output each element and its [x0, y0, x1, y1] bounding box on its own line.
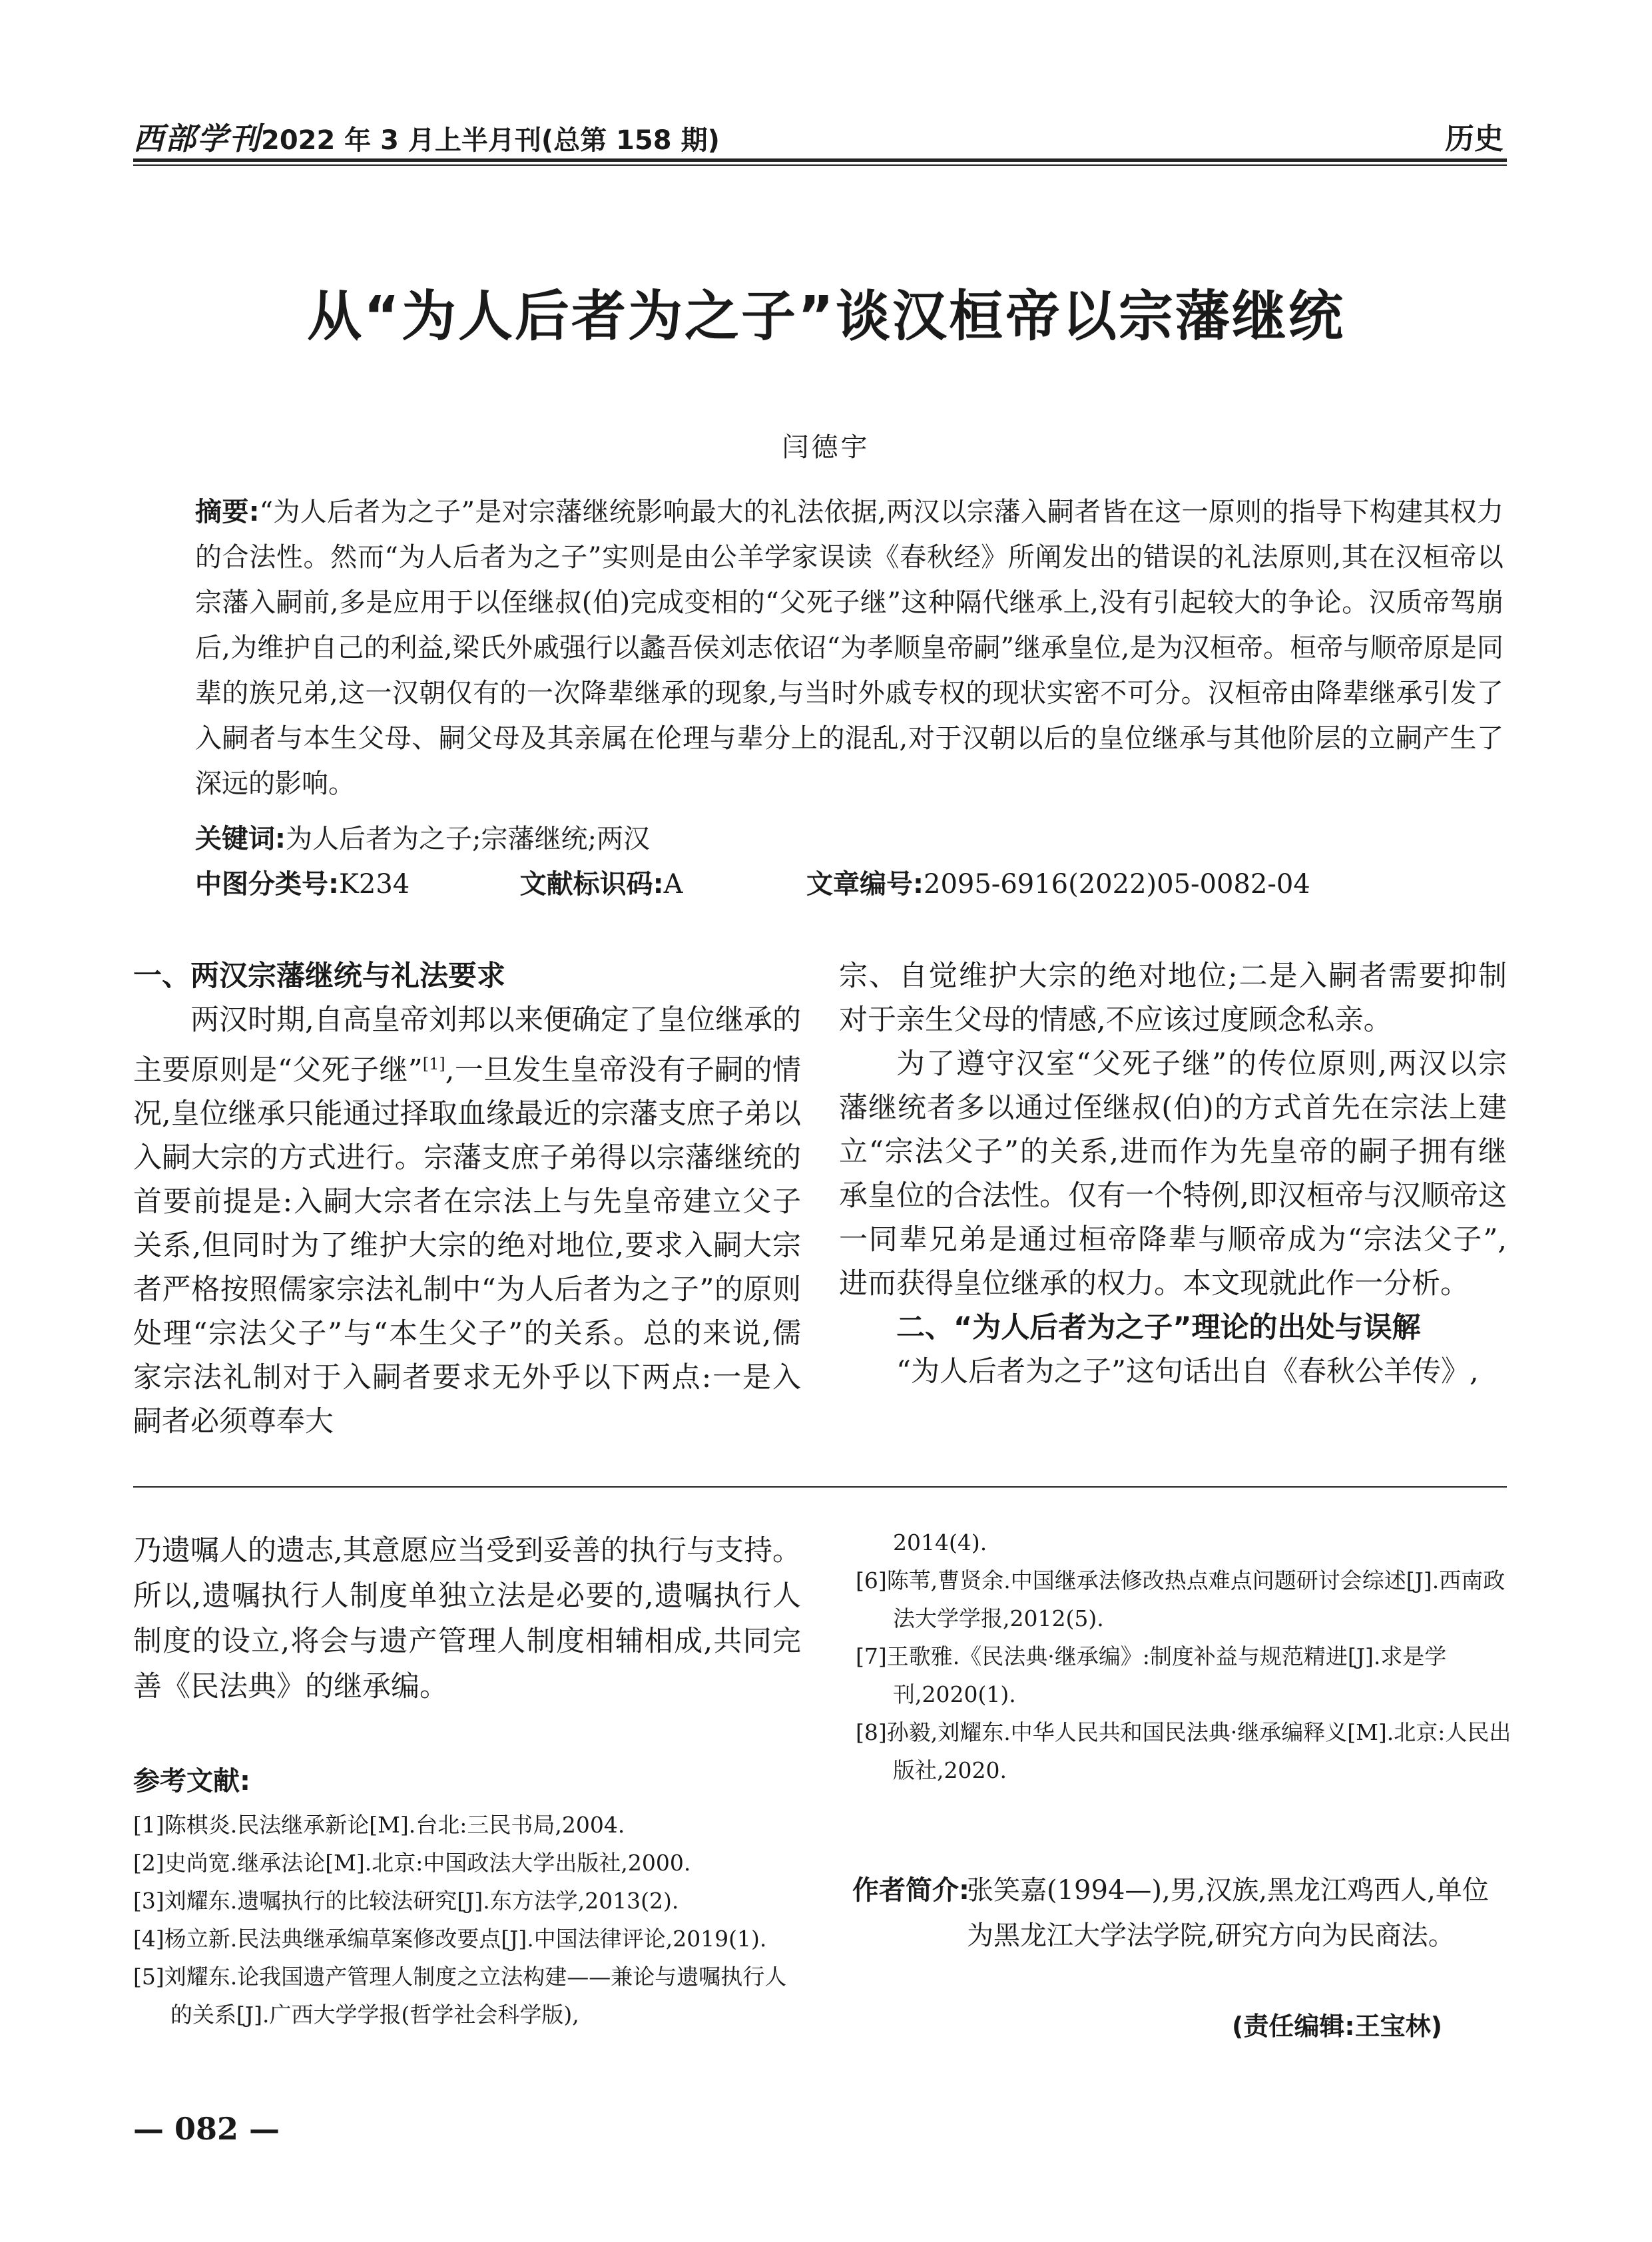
abstract-label: 摘要: — [195, 497, 260, 527]
previous-article-ending: 乃遗嘱人的遗志,其意愿应当受到妥善的执行与支持。所以,遗嘱执行人制度单独立法是必要的,遗嘱执行人制度的设立,将会与遗产管理人制度相辅相成,共同完善《民法典》的继承编。 — [133, 1534, 801, 1703]
article-author: 闫德宇 — [782, 432, 870, 463]
body-paragraph-1-cont: 宗、自觉维护大宗的绝对地位;二是入嗣者需要抑制对于亲生父母的情感,不应该过度顾念私亲。 — [839, 960, 1507, 1037]
section-heading-1: 一、两汉宗藩继统与礼法要求 — [133, 960, 505, 993]
article-no-value: 2095-6916(2022)05-0082-04 — [924, 869, 1310, 900]
references-right — [856, 1524, 1512, 1789]
section-label: 历史 — [1445, 122, 1504, 156]
section-separator — [133, 1486, 1507, 1488]
author-bio-text: 张笑嘉(1994—),男,汉族,黑龙江鸡西人,单位为黑龙江大学法学院,研究方向为民商法。 — [967, 1875, 1489, 1951]
reference-item: [7]王歌雅.《民法典·继承编》:制度补益与规范精进[J].求是学刊,2020(1). — [856, 1643, 1447, 1707]
body-paragraph-3: “为人后者为之子”这句话出自《春秋公羊传》, — [896, 1355, 1479, 1388]
body-column-right — [839, 954, 1507, 1394]
keywords — [195, 818, 650, 856]
reference-item: [5]刘耀东.论我国遗产管理人制度之立法构建——兼论与遗嘱执行人的关系[J].广西大学学报(哲学社会科学版), — [133, 1964, 787, 2028]
reference-item: [4]杨立新.民法典继承编草案修改要点[J].中国法律评论,2019(1). — [133, 1926, 767, 1952]
reference-item: [2]史尚宽.继承法论[M].北京:中国政法大学出版社,2000. — [133, 1850, 691, 1876]
keywords-label: 关键词: — [195, 824, 286, 854]
references-left — [133, 1806, 801, 2034]
header-rule-thin — [133, 164, 1507, 166]
author-bio — [852, 1868, 1512, 1951]
keywords-text: 为人后者为之子;宗藩继统;两汉 — [286, 824, 650, 854]
journal-logo: 西部学刊 — [133, 121, 261, 156]
reference-item: [8]孙毅,刘耀东.中华人民共和国民法典·继承编释义[M].北京:人民出版社,2020. — [856, 1719, 1512, 1783]
doc-code-value: A — [663, 869, 683, 900]
doc-code-label: 文献标识码: — [519, 869, 664, 900]
issue-info: 2022 年 3 月上半月刊(总第 158 期) — [261, 125, 720, 156]
body-paragraph-1: 两汉时期,自高皇帝刘邦以来便确定了皇位继承的主要原则是“父死子继”[1],一旦发生皇帝没有子嗣的情况,皇位继承只能通过择取血缘最近的宗藩支庶子弟以入嗣大宗的方式进行。宗藩支庶子弟得以宗藩继统的首要前提是:入嗣大宗者在宗法上与先皇帝建立父子关系,但同时为了维护大宗的绝对地位,要求入嗣大宗者严格按照儒家宗法礼制中“为人后者为之子”的原则处理“宗法父子”与“本生父子”的关系。总的来说,儒家宗法礼制对于入嗣者要求无外乎以下两点:一是入嗣者必须尊奉大 — [133, 1003, 801, 1439]
references-title: 参考文献: — [133, 1766, 250, 1797]
journal-issue-header — [133, 115, 720, 158]
body-paragraph-2: 为了遵守汉室“父死子继”的传位原则,两汉以宗藩继统者多以通过侄继叔(伯)的方式首先在宗法上建立“宗法父子”的关系,进而作为先皇帝的嗣子拥有继承皇位的合法性。仅有一个特例,即汉桓帝与汉顺帝这一同辈兄弟是通过桓帝降辈与顺帝成为“宗法父子”,进而获得皇位继承的权力。本文现就此作一分析。 — [839, 1047, 1507, 1300]
reference-item: [1]陈棋炎.民法继承新论[M].台北:三民书局,2004. — [133, 1812, 625, 1838]
reference-continuation: 2014(4). — [893, 1530, 987, 1555]
classification-line — [195, 863, 1310, 901]
article-no-label: 文章编号: — [806, 869, 924, 900]
clc-label: 中图分类号: — [195, 869, 339, 900]
reference-item: [3]刘耀东.遗嘱执行的比较法研究[J].东方法学,2013(2). — [133, 1888, 679, 1914]
article-title: 从“为人后者为之子”谈汉桓帝以宗藩继统 — [307, 285, 1345, 348]
abstract-text: “为人后者为之子”是对宗藩继统影响最大的礼法依据,两汉以宗藩入嗣者皆在这一原则的指导下构建其权力的合法性。然而“为人后者为之子”实则是由公羊学家误读《春秋经》所阐发出的错误的礼法原则,其在汉桓帝以宗藩入嗣前,多是应用于以侄继叔(伯)完成变相的“父死子继”这种隔代继承上,没有引起较大的争论。汉质帝驾崩后,为维护自己的利益,梁氏外戚强行以蠡吾侯刘志依诏“为孝顺皇帝嗣”继承皇位,是为汉桓帝。桓帝与顺帝原是同辈的族兄弟,这一汉朝仅有的一次降辈继承的现象,与当时外戚专权的现状实密不可分。汉桓帝由降辈继承引发了入嗣者与本生父母、嗣父母及其亲属在伦理与辈分上的混乱,对于汉朝以后的皇位继承与其他阶层的立嗣产生了深远的影响。 — [195, 497, 1504, 799]
citation-1: [1] — [422, 1055, 445, 1073]
responsible-editor: (责任编辑:王宝林) — [1232, 2012, 1442, 2041]
clc-value: K234 — [339, 869, 410, 900]
section-heading-2: 二、“为人后者为之子”理论的出处与误解 — [896, 1311, 1421, 1344]
reference-item: [6]陈苇,曹贤余.中国继承法修改热点难点问题研讨会综述[J].西南政法大学学报,2012(5). — [856, 1567, 1506, 1631]
page-number: — 082 — — [133, 2111, 280, 2147]
header-rule-thick — [133, 158, 1507, 162]
body-column-left — [133, 954, 801, 1444]
author-bio-label: 作者简介: — [852, 1875, 969, 1906]
abstract — [195, 489, 1504, 806]
